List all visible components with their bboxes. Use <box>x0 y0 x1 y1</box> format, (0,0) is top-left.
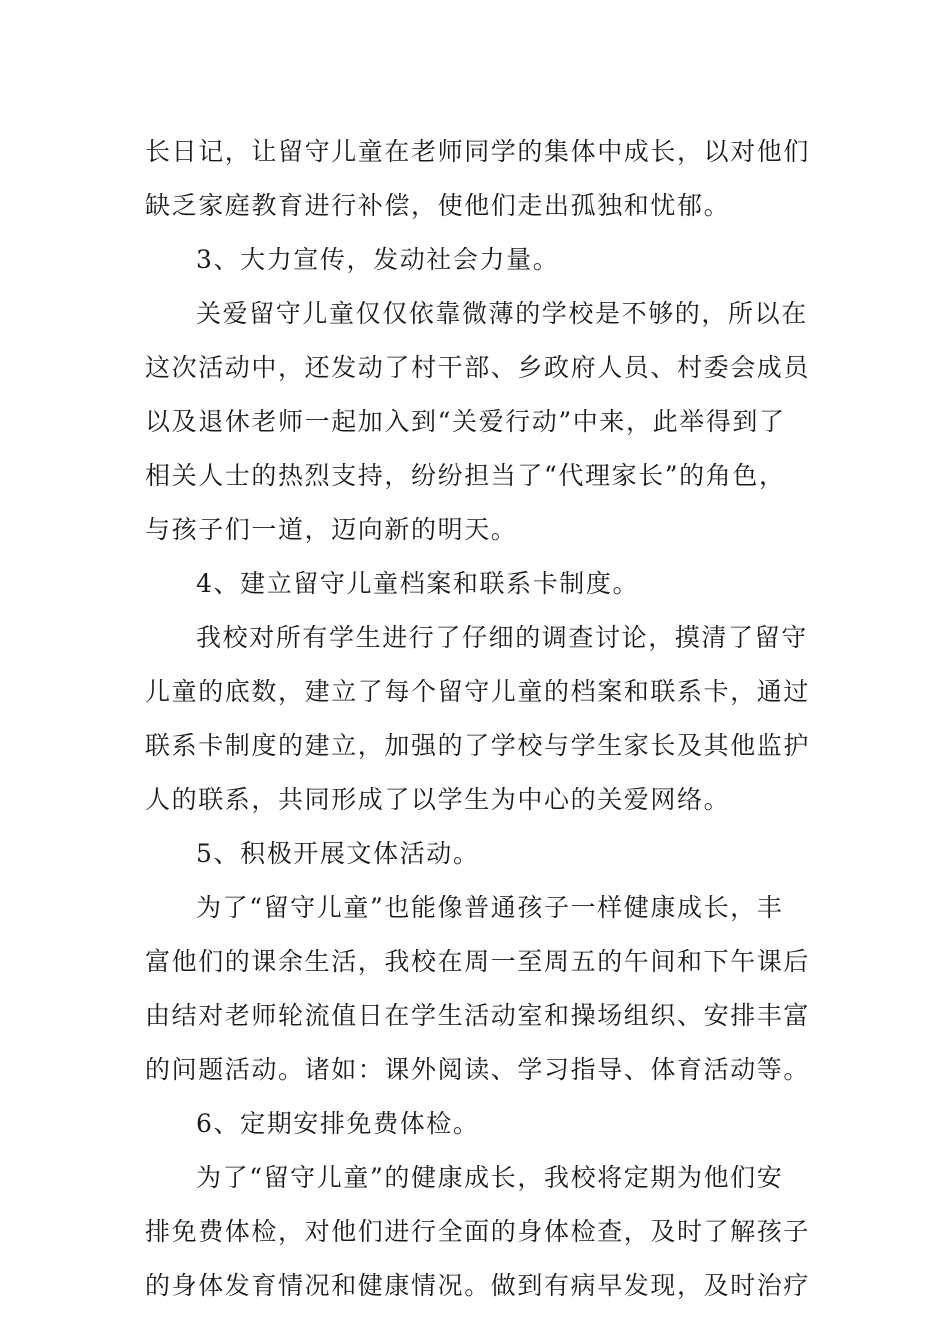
section-heading-4: 4、建立留守儿童档案和联系卡制度。 <box>196 569 640 598</box>
text-line: 的身体发育情况和健康情况。做到有病早发现，及时治疗 <box>145 1271 811 1300</box>
text-line: 排免费体检，对他们进行全面的身体检查，及时了解孩子 <box>145 1217 811 1246</box>
text-line: 人的联系，共同形成了以学生为中心的关爱网络。 <box>145 785 731 814</box>
text-line: 关爱留守儿童仅仅依靠微薄的学校是不够的，所以在 <box>196 299 808 328</box>
section-heading-5: 5、积极开展文体活动。 <box>196 839 480 868</box>
section-heading-6: 6、定期安排免费体检。 <box>196 1109 480 1138</box>
text-line: 由结对老师轮流值日在学生活动室和操场组织、安排丰富 <box>145 1001 811 1030</box>
text-line: 的问题活动。诸如：课外阅读、学习指导、体育活动等。 <box>145 1055 811 1084</box>
text-line: 我校对所有学生进行了仔细的调查讨论，摸清了留守 <box>196 623 808 652</box>
text-line: 长日记，让留守儿童在老师同学的集体中成长，以对他们 <box>145 137 811 166</box>
text-line: 富他们的课余生活，我校在周一至周五的午间和下午课后 <box>145 947 811 976</box>
text-line: 联系卡制度的建立，加强的了学校与学生家长及其他监护 <box>145 731 811 760</box>
text-line: 儿童的底数，建立了每个留守儿童的档案和联系卡，通过 <box>145 677 811 706</box>
text-line: 为了“留守儿童”的健康成长，我校将定期为他们安 <box>196 1163 784 1192</box>
text-line: 相关人士的热烈支持，纷纷担当了“代理家长”的角色， <box>145 461 786 490</box>
text-line: 以及退休老师一起加入到“关爱行动”中来，此举得到了 <box>145 407 786 436</box>
text-line: 这次活动中，还发动了村干部、乡政府人员、村委会成员 <box>145 353 811 382</box>
text-line: 与孩子们一道，迈向新的明天。 <box>145 515 518 544</box>
text-line: 缺乏家庭教育进行补偿，使他们走出孤独和忧郁。 <box>145 191 731 220</box>
document-body <box>145 125 810 1313</box>
section-heading-3: 3、大力宣传，发动社会力量。 <box>196 245 560 274</box>
text-line: 为了“留守儿童”也能像普通孩子一样健康成长，丰 <box>196 893 784 922</box>
